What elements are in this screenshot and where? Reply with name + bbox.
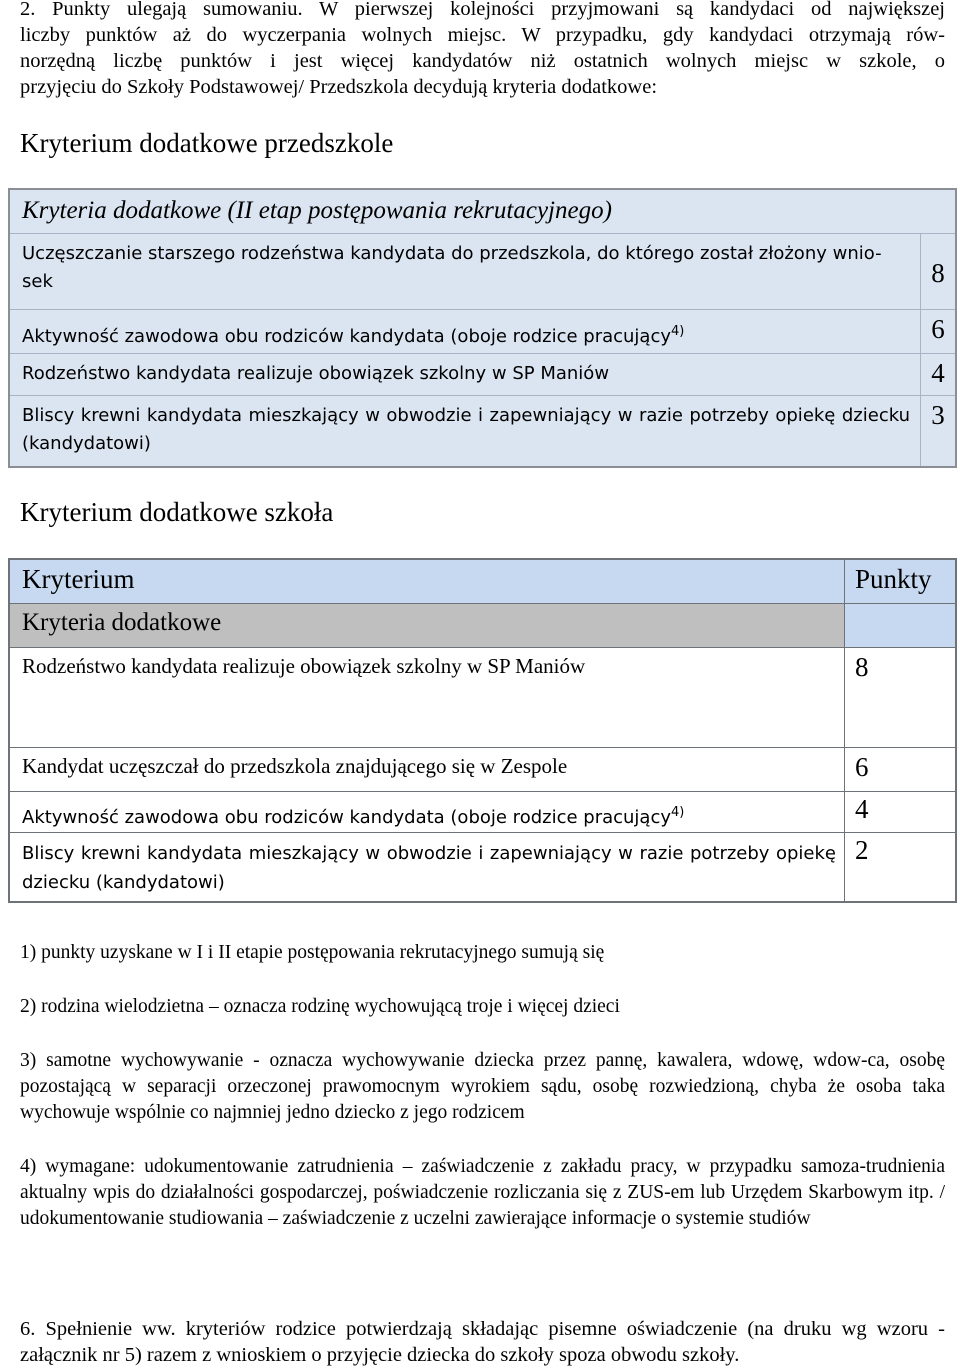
table-row (9, 832, 956, 902)
school-subheader: Kryteria dodatkowe (9, 603, 845, 647)
table-row (9, 647, 956, 747)
criterion-points: 3 (921, 395, 957, 467)
preschool-table-header: Kryteria dodatkowe (II etap postępowania rekrutacyjnego) (9, 189, 956, 233)
intro-line: norzędną liczbę punktów i jest więcej kandydatów niż ostatnich wolnych miejsc w szkole, o (20, 50, 945, 72)
preschool-heading: Kryterium dodatkowe przedszkole (20, 128, 394, 158)
table-row (9, 233, 956, 309)
footnote-1: 1) punkty uzyskane w I i II etapie postępowania rekrutacyjnego sumują się (20, 942, 605, 963)
criterion-label: Rodzeństwo kandydata realizuje obowiązek szkolny w SP Maniów (9, 647, 845, 747)
criterion-label: Aktywność zawodowa obu rodziców kandydata (oboje rodzice pracujący$^{4)}$ (9, 309, 921, 353)
criterion-label: Kandydat uczęszczał do przedszkola znajdującego się w Zespole (9, 747, 845, 791)
school-criteria-table (8, 558, 957, 903)
criterion-label: Uczęszczanie starszego rodzeństwa kandydata do przedszkola, do którego został złożony wnio-sek (9, 233, 921, 309)
footnote-4: 4) wymagane: udokumentowanie zatrudnienia – zaświadczenie z zakładu pracy, w przypadku samoza-trudnienia aktualny wpis do działalności gospodarczej, poświadczenie rozliczania się z ZUS-em lub Urzędem Skarbowym itp. / udokumentowanie studiowania – zaświadczenie z uczelni zawierające informacje o systemie studiów (20, 1156, 945, 1229)
criterion-points: 8 (921, 233, 957, 309)
column-header-criterion: Kryterium (9, 559, 845, 603)
table-row (9, 791, 956, 832)
column-header-points: Punkty (845, 559, 957, 603)
subheader-points-cell (845, 603, 957, 647)
footnote-2: 2) rodzina wielodzietna – oznacza rodzinę wychowującą troje i więcej dzieci (20, 996, 620, 1017)
criterion-points: 6 (845, 747, 957, 791)
criterion-label: Rodzeństwo kandydata realizuje obowiązek szkolny w SP Maniów (9, 353, 921, 395)
intro-paragraph (20, 0, 945, 100)
criterion-points: 2 (845, 832, 957, 902)
footnote-3: 3) samotne wychowywanie - oznacza wychowywanie dziecka przez pannę, kawalera, wdowę, wdow-ca, osobę pozostającą w separacji orzeczonej prawomocnym wyrokiem sądu, osobę rozwiedzioną, chyba że osoba taka wychowuje wspólnie co najmniej jedno dziecko z jego rodzicem (20, 1050, 945, 1123)
intro-line: przyjęciu do Szkoły Podstawowej/ Przedszkola decydują kryteria dodatkowe: (20, 76, 658, 98)
criterion-points: 6 (921, 309, 957, 353)
table-row (9, 395, 956, 467)
table-row (9, 309, 956, 353)
point-6-paragraph: 6. Spełnienie ww. kryteriów rodzice potwierdzają składając pisemne oświadczenie (na druku wg wzoru - załącznik nr 5) razem z wnioskiem o przyjęcie dziecka do szkoły spoza obwodu szkoły. (20, 1318, 945, 1366)
criterion-label: Bliscy krewni kandydata mieszkający w obwodzie i zapewniający w razie potrzeby opiekę dziecku (kandydatowi) (9, 395, 921, 467)
intro-line: 2. Punkty ulegają sumowaniu. W pierwszej kolejności przyjmowani są kandydaci od największej (20, 0, 945, 20)
criterion-label: Bliscy krewni kandydata mieszkający w obwodzie i zapewniający w razie potrzeby opiekę dziecku (kandydatowi) (9, 832, 845, 902)
criterion-points: 4 (921, 353, 957, 395)
criterion-points: 4 (845, 791, 957, 832)
table-row (9, 747, 956, 791)
intro-line: liczby punktów aż do wyczerpania wolnych miejsc. W przypadku, gdy kandydaci otrzymają rów- (20, 24, 945, 46)
criterion-points: 8 (845, 647, 957, 747)
criterion-label: Aktywność zawodowa obu rodziców kandydata (oboje rodzice pracujący$^{4)}$ (9, 791, 845, 832)
preschool-criteria-table (8, 188, 957, 468)
table-row (9, 353, 956, 395)
school-heading: Kryterium dodatkowe szkoła (20, 497, 334, 527)
